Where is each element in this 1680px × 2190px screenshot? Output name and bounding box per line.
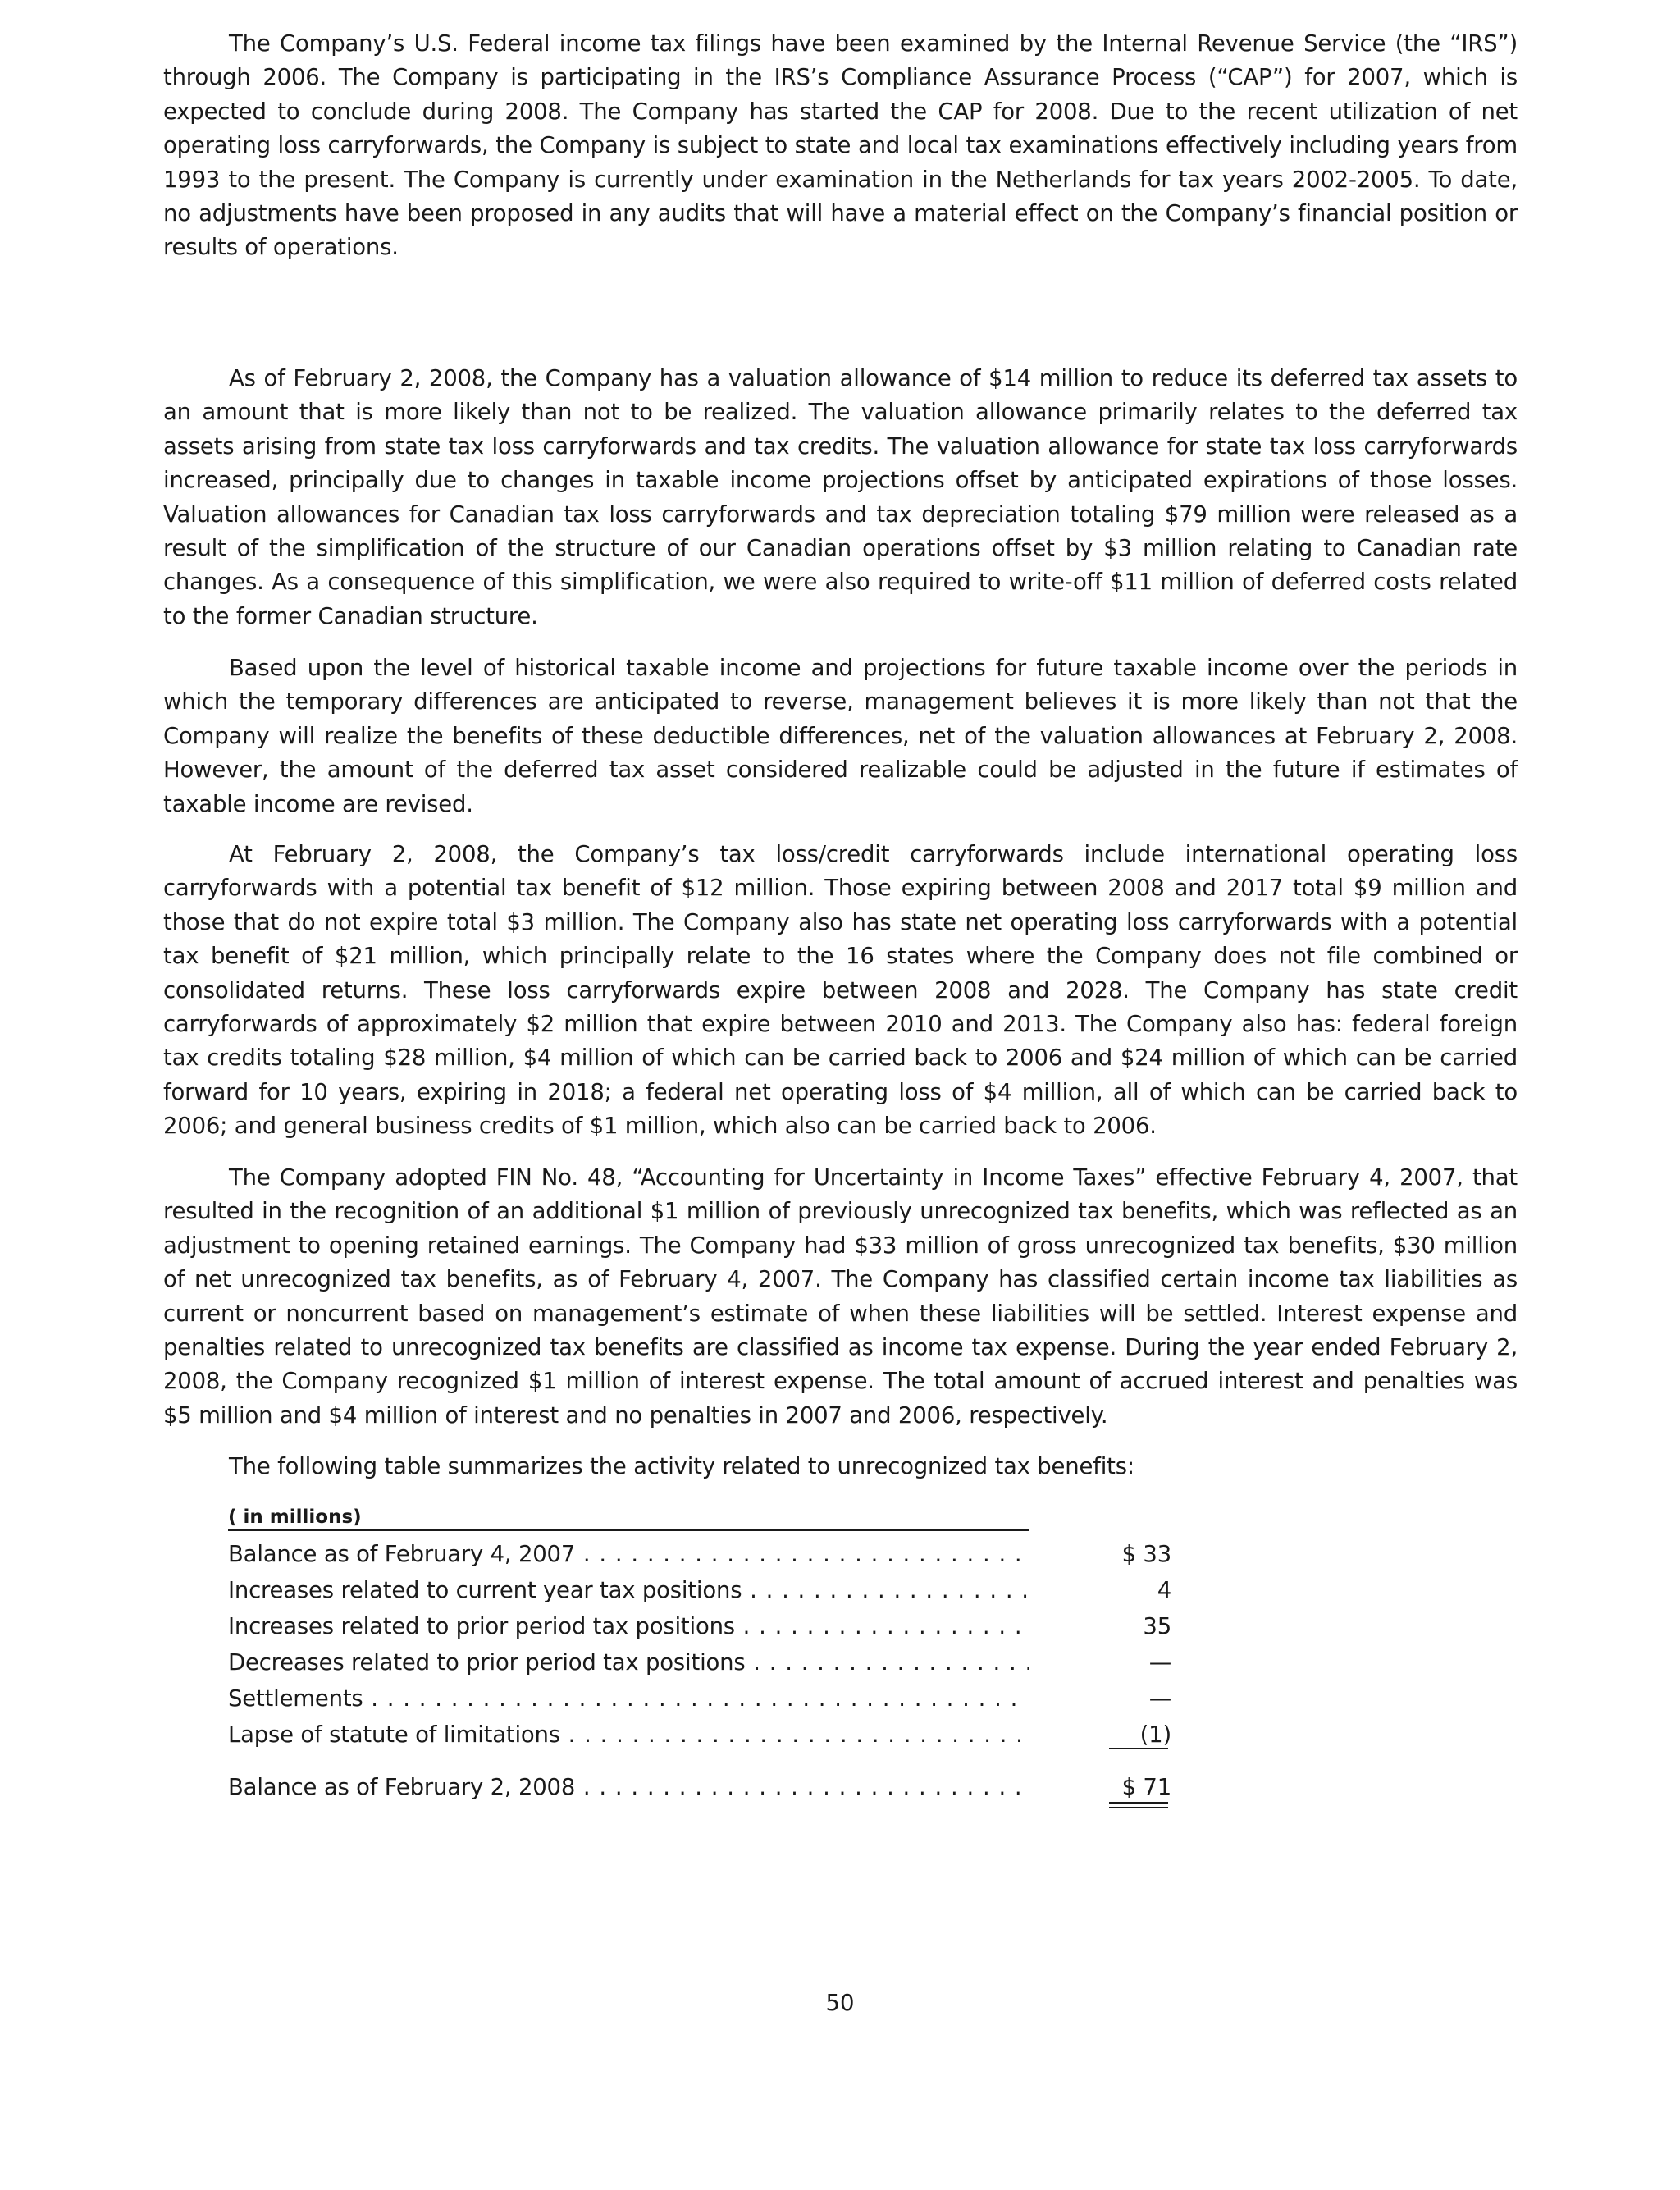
row-value: — — [1148, 1685, 1171, 1712]
row-value: $ 33 — [1121, 1541, 1171, 1567]
row-label: Balance as of February 2, 2008 — [228, 1774, 576, 1800]
row-label: Increases related to current year tax positions — [228, 1577, 742, 1603]
paragraph-fin48: The Company adopted FIN No. 48, “Accounting for Uncertainty in Income Taxes” effective February 4, 2007, that resulted in the recognition of an additional $1 million of previously unrecognized tax benefits, which was reflected as an adjustment to opening retained earnings. The Company had $33 million of gross unrecognized tax benefits, $30 million of net unrecognized tax benefits, as of February 4, 2007. The Company has classified certain income tax liabilities as current or noncurrent based on management’s estimate of when these liabilities will be settled. Interest expense and penalties related to unrecognized tax benefits are classified as income tax expense. During the year ended February 2, 2008, the Company recognized $1 million of interest expense. The total amount of accrued interest and penalties was $5 million and $4 million of interest and no penalties in 2007 and 2006, respectively. — [163, 1164, 1518, 1429]
row-value: — — [1148, 1649, 1171, 1676]
paragraph-valuation-allowance: As of February 2, 2008, the Company has a valuation allowance of $14 million to reduce its deferred tax assets to an amount that is more likely than not to be realized. The valuation allowance primarily relates to the deferred tax assets arising from state tax loss carryforwards and tax credits. The valuation allowance for state tax loss carryforwards increased, principally due to changes in taxable income projections offset by anticipated expirations of those losses. Valuation allowances for Canadian tax loss carryforwards and tax depreciation totaling $79 million were released as a result of the simplification of the structure of our Canadian operations offset by $3 million relating to Canadian rate changes. As a consequence of this simplification, we were also required to write-off $11 million of deferred costs related to the former Canadian structure. — [163, 365, 1518, 629]
table-row — [228, 1536, 1171, 1572]
row-label: Balance as of February 4, 2007 — [228, 1541, 576, 1567]
row-label: Increases related to prior period tax positions — [228, 1613, 735, 1639]
table-row — [228, 1644, 1171, 1680]
table-row — [228, 1680, 1171, 1717]
row-value: 35 — [1143, 1613, 1171, 1639]
table-header: ( in millions) — [228, 1506, 1029, 1531]
table-row — [228, 1717, 1171, 1753]
paragraph-table-intro: The following table summarizes the activity related to unrecognized tax benefits: — [229, 1453, 1134, 1479]
row-label: Lapse of statute of limitations — [228, 1721, 560, 1748]
subtotal-rule — [1109, 1748, 1168, 1749]
row-value: 4 — [1157, 1577, 1171, 1603]
row-label: Decreases related to prior period tax positions — [228, 1649, 746, 1676]
row-value: (1) — [1139, 1721, 1171, 1748]
paragraph-realization-belief: Based upon the level of historical taxable income and projections for future taxable income over the periods in which the temporary differences are anticipated to reverse, management believes it is more likely than not that the Company will realize the benefits of these deductible differences, net of the valuation allowances at February 2, 2008. However, the amount of the deferred tax asset considered realizable could be adjusted in the future if estimates of taxable income are revised. — [163, 655, 1518, 817]
paragraph-irs-examination: The Company’s U.S. Federal income tax filings have been examined by the Internal Revenue Service (the “IRS”) through 2006. The Company is participating in the IRS’s Compliance Assurance Process (“CAP”) for 2007, which is expected to conclude during 2008. The Company has started the CAP for 2008. Due to the recent utilization of net operating loss carryforwards, the Company is subject to state and local tax examinations effectively including years from 1993 to the present. The Company is currently under examination in the Netherlands for tax years 2002-2005. To date, no adjustments have been proposed in any audits that will have a material effect on the Company’s financial position or results of operations. — [163, 30, 1518, 261]
total-double-rule — [1109, 1802, 1168, 1808]
table-total-row — [228, 1769, 1171, 1805]
paragraph-carryforwards: At February 2, 2008, the Company’s tax loss/credit carryforwards include international operating loss carryforwards with a potential tax benefit of $12 million. Those expiring between 2008 and 2017 total $9 million and those that do not expire total $3 million. The Company also has state net operating loss carryforwards with a potential tax benefit of $21 million, which principally relate to the 16 states where the Company does not file combined or consolidated returns. These loss carryforwards expire between 2008 and 2028. The Company has state credit carryforwards of approximately $2 million that expire between 2010 and 2013. The Company also has: federal foreign tax credits totaling $28 million, $4 million of which can be carried back to 2006 and $24 million of which can be carried forward for 10 years, expiring in 2018; a federal net operating loss of $4 million, all of which can be carried back to 2006; and general business credits of $1 million, which also can be carried back to 2006. — [163, 841, 1518, 1140]
page-number: 50 — [825, 1990, 855, 2016]
row-value: $ 71 — [1121, 1774, 1171, 1800]
table-row — [228, 1608, 1171, 1644]
row-label: Settlements — [228, 1685, 363, 1712]
table-row — [228, 1572, 1171, 1608]
